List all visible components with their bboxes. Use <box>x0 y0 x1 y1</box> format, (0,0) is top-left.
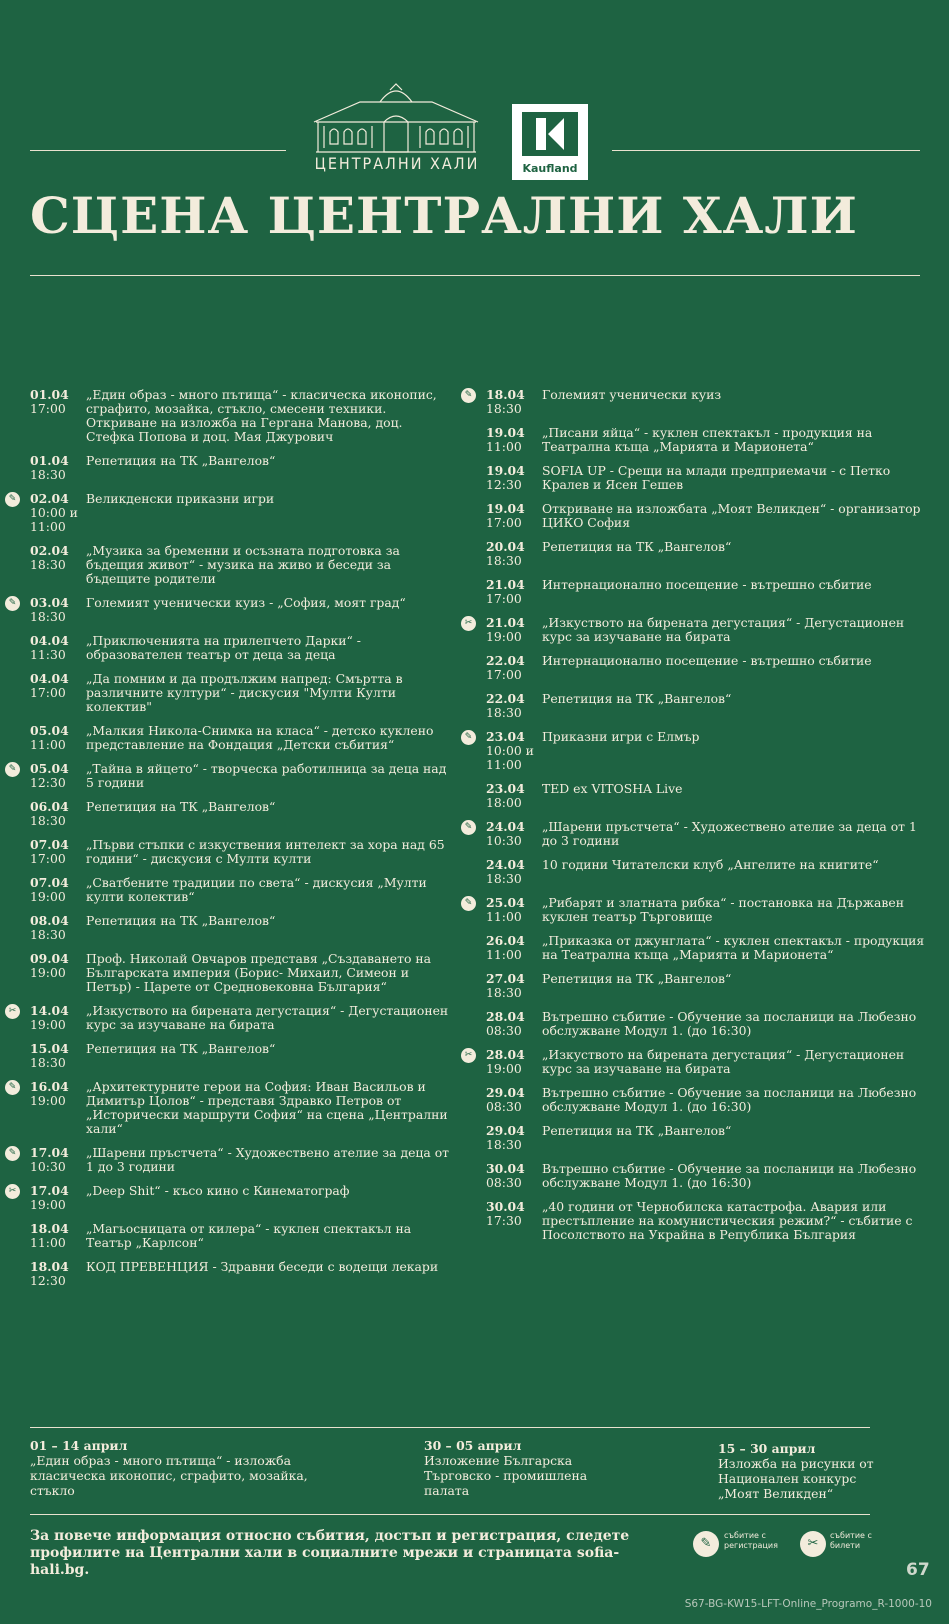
event-description: Репетиция на ТК „Вангелов“ <box>542 539 732 554</box>
title-rule <box>30 275 920 276</box>
event-time: 18:30 <box>486 705 522 720</box>
event-description: Интернационално посещение - вътрешно събитие <box>542 653 872 668</box>
document-code: S67-BG-KW15-LFT-Online_Programo_R-1000-10 <box>684 1598 932 1610</box>
event-time: 17:00 <box>486 515 522 530</box>
event-datetime <box>486 692 542 720</box>
event-description: „Приключенията на прилепчето Дарки“ - образователен театър от деца за деца <box>86 633 361 662</box>
exhibitions-rule-top <box>30 1427 870 1428</box>
event-datetime <box>486 578 542 606</box>
event-datetime <box>486 934 542 962</box>
event-time: 11:00 <box>486 909 522 924</box>
event-time: 08:30 <box>486 1099 522 1114</box>
event-date: 08.04 <box>30 913 69 928</box>
event-item <box>30 454 450 482</box>
event-date: 26.04 <box>486 933 525 948</box>
event-datetime <box>30 1260 86 1288</box>
event-description: 10 години Читателски клуб „Ангелите на книгите“ <box>542 857 879 872</box>
event-description: Репетиция на ТК „Вангелов“ <box>542 1123 732 1138</box>
event-description: Проф. Николай Овчаров представя „Създаването на Българската империя (Борис- Михаил, Симеон и Петър) - Царете от Средновековна България“ <box>86 951 431 994</box>
event-date: 14.04 <box>30 1003 69 1018</box>
event-datetime <box>486 1200 542 1242</box>
event-date: 01.04 <box>30 453 69 468</box>
event-time: 19:00 <box>30 965 66 980</box>
event-time: 10:30 <box>486 833 522 848</box>
event-datetime <box>30 876 86 904</box>
exhibition-desc: „Един образ - много пътища“ - изложба класическа иконопис, сграфито, мозайка, стъкло <box>30 1453 308 1498</box>
event-datetime <box>486 972 542 1000</box>
event-description: „Шарени пръстчета“ - Художествено ателие за деца от 1 до 3 години <box>542 819 917 848</box>
event-date: 20.04 <box>486 539 525 554</box>
event-date: 23.04 <box>486 781 525 796</box>
event-datetime <box>486 896 542 924</box>
event-time: 08:30 <box>486 1175 522 1190</box>
event-item <box>30 388 450 444</box>
event-date: 06.04 <box>30 799 69 814</box>
event-datetime <box>30 762 86 790</box>
event-description: Репетиция на ТК „Вангелов“ <box>542 691 732 706</box>
event-description: „Изкуството на бирената дегустация“ - Дегустационен курс за изучаване на бирата <box>542 1047 905 1076</box>
event-date: 29.04 <box>486 1123 525 1138</box>
event-description: Приказни игри с Елмър <box>542 729 700 744</box>
event-date: 01.04 <box>30 387 69 402</box>
event-time: 18:30 <box>486 1137 522 1152</box>
event-date: 02.04 <box>30 543 69 558</box>
event-item <box>486 692 926 720</box>
event-time: 17:00 <box>30 685 66 700</box>
event-description: „Писани яйца“ - куклен спектакъл - продукция на Театрална къща „Марията и Марионета“ <box>542 425 873 454</box>
event-time: 19:00 <box>30 889 66 904</box>
event-datetime <box>486 730 542 772</box>
event-date: 09.04 <box>30 951 69 966</box>
clipboard-icon: ✎ <box>5 1080 20 1095</box>
event-date: 04.04 <box>30 633 69 648</box>
ticket-icon: ✂ <box>461 616 476 631</box>
event-description: „Архитектурните герои на София: Иван Васильов и Димитър Цолов“ - представя Здравко Петров от „Исторически маршрути София“ на сцена „Централни хали“ <box>86 1079 448 1136</box>
event-item <box>8 1145 450 1174</box>
event-time: 17:00 <box>30 851 66 866</box>
event-item <box>486 934 926 962</box>
event-datetime <box>30 544 86 586</box>
event-time: 17:30 <box>486 1213 522 1228</box>
event-item <box>486 654 926 682</box>
event-datetime <box>486 540 542 568</box>
event-datetime <box>30 1080 86 1136</box>
event-date: 27.04 <box>486 971 525 986</box>
event-description: Репетиция на ТК „Вангелов“ <box>86 1041 276 1056</box>
event-description: Вътрешно събитие - Обучение за посланици на Любезно обслужване Модул 1. (до 16:30) <box>542 1009 917 1038</box>
event-time: 12:30 <box>30 775 66 790</box>
event-description: КОД ПРЕВЕНЦИЯ - Здравни беседи с водещи лекари <box>86 1259 439 1274</box>
event-date: 16.04 <box>30 1079 69 1094</box>
event-datetime <box>30 838 86 866</box>
event-item <box>486 1010 926 1038</box>
page-number: 67 <box>906 1560 930 1580</box>
event-time: 11:00 <box>486 439 522 454</box>
event-datetime <box>486 426 542 454</box>
event-description: „Тайна в яйцето“ - творческа работилница за деца над 5 години <box>86 761 447 790</box>
clipboard-icon: ✎ <box>5 762 20 777</box>
event-time: 18:00 <box>486 795 522 810</box>
event-date: 03.04 <box>30 595 69 610</box>
event-item <box>30 634 450 662</box>
event-time: 18:30 <box>486 871 522 886</box>
event-datetime <box>30 492 86 534</box>
event-item <box>30 838 450 866</box>
event-date: 24.04 <box>486 857 525 872</box>
event-date: 30.04 <box>486 1161 525 1176</box>
exhibition-title: 15 – 30 април <box>718 1441 816 1456</box>
clipboard-icon: ✎ <box>5 596 20 611</box>
event-datetime <box>30 952 86 994</box>
event-item <box>486 464 926 492</box>
event-datetime <box>30 634 86 662</box>
event-datetime <box>486 782 542 810</box>
clipboard-icon: ✎ <box>461 730 476 745</box>
event-description: „Изкуството на бирената дегустация“ - Дегустационен курс за изучаване на бирата <box>542 615 905 644</box>
event-date: 18.04 <box>30 1221 69 1236</box>
event-time: 18:30 <box>30 609 66 624</box>
event-time: 11:30 <box>30 647 66 662</box>
event-date: 24.04 <box>486 819 525 834</box>
event-item <box>486 858 926 886</box>
event-datetime <box>30 1004 86 1032</box>
page-title: СЦЕНА ЦЕНТРАЛНИ ХАЛИ <box>30 186 858 245</box>
event-time: 17:00 <box>486 667 522 682</box>
event-time: 19:00 <box>30 1197 66 1212</box>
event-description: Вътрешно събитие - Обучение за посланици на Любезно обслужване Модул 1. (до 16:30) <box>542 1161 917 1190</box>
event-description: Репетиция на ТК „Вангелов“ <box>86 799 276 814</box>
exhibition-1 <box>30 1438 330 1498</box>
event-date: 07.04 <box>30 837 69 852</box>
footer-info: За повече информация относно събития, достъп и регистрация, следете профилите на Централни хали в социалните мрежи и страницата sofia-hali.bg. <box>30 1528 630 1578</box>
event-date: 17.04 <box>30 1183 69 1198</box>
event-item <box>30 544 450 586</box>
event-item <box>486 1162 926 1190</box>
event-datetime <box>30 1222 86 1250</box>
event-item <box>486 426 926 454</box>
event-item <box>486 502 926 530</box>
event-datetime <box>486 1010 542 1038</box>
event-description: Великденски приказни игри <box>86 491 275 506</box>
ticket-icon: ✂ <box>5 1184 20 1199</box>
event-date: 28.04 <box>486 1047 525 1062</box>
event-item <box>464 387 926 416</box>
brand-name: ЦЕНТРАЛНИ ХАЛИ <box>314 154 480 173</box>
event-time: 11:00 <box>30 1235 66 1250</box>
kaufland-label: Kaufland <box>522 162 578 175</box>
clipboard-icon: ✎ <box>5 492 20 507</box>
event-date: 17.04 <box>30 1145 69 1160</box>
event-item <box>464 729 926 772</box>
exhibition-3 <box>718 1441 878 1501</box>
event-item <box>8 1079 450 1136</box>
event-date: 05.04 <box>30 723 69 738</box>
event-description: „40 години от Чернобилска катастрофа. Авария или престъпление на комунистическия режим?“ - събитие с Посолството на Украйна в Република България <box>542 1199 913 1242</box>
kaufland-k-icon <box>522 112 578 156</box>
legend-registration-label: събитие с регистрация <box>724 1531 778 1550</box>
event-datetime <box>30 672 86 714</box>
event-item <box>464 1047 926 1076</box>
clipboard-icon: ✎ <box>693 1531 719 1557</box>
event-time: 18:30 <box>30 1055 66 1070</box>
event-item <box>464 895 926 924</box>
event-datetime <box>30 914 86 942</box>
event-description: Вътрешно събитие - Обучение за посланици на Любезно обслужване Модул 1. (до 16:30) <box>542 1085 917 1114</box>
event-description: „Един образ - много пътища“ - класическа иконопис, сграфито, мозайка, стъкло, смесени техники. Откриване на изложба на Гергана Манова, доц. Стефка Попова и доц. Мая Джурович <box>86 387 437 444</box>
event-datetime <box>486 502 542 530</box>
event-description: Откриване на изложбата „Моят Великден“ - организатор ЦИКО София <box>542 501 921 530</box>
event-date: 19.04 <box>486 463 525 478</box>
event-item <box>8 595 450 624</box>
event-datetime <box>30 1184 86 1212</box>
event-datetime <box>30 454 86 482</box>
event-date: 18.04 <box>486 387 525 402</box>
event-description: „Рибарят и златната рибка“ - постановка на Държавен куклен театър Търговище <box>542 895 904 924</box>
event-description: Репетиция на ТК „Вангелов“ <box>86 453 276 468</box>
event-description: „Шарени пръстчета“ - Художествено ателие за деца от 1 до 3 години <box>86 1145 450 1174</box>
header-rule-right <box>612 150 920 151</box>
event-description: Големият ученически куиз <box>542 387 722 402</box>
event-item <box>30 876 450 904</box>
event-datetime <box>30 1042 86 1070</box>
clipboard-icon: ✎ <box>461 896 476 911</box>
event-date: 29.04 <box>486 1085 525 1100</box>
event-description: „Първи стъпки с изкуствения интелект за хора над 65 години“ - дискусия с Мулти култи <box>86 837 445 866</box>
event-date: 25.04 <box>486 895 525 910</box>
event-description: Репетиция на ТК „Вангелов“ <box>86 913 276 928</box>
event-item <box>486 578 926 606</box>
event-time: 12:30 <box>486 477 522 492</box>
ticket-icon: ✂ <box>800 1531 826 1557</box>
event-item <box>464 615 926 644</box>
event-description: „Малкия Никола-Снимка на класа“ - детско куклено представление на Фондация „Детски събития“ <box>86 723 434 752</box>
event-item <box>8 1183 450 1212</box>
event-time: 19:00 <box>30 1093 66 1108</box>
event-datetime <box>486 464 542 492</box>
exhibition-desc: Изложба на рисунки от Национален конкурс „Моят Великден“ <box>718 1456 874 1501</box>
event-date: 19.04 <box>486 425 525 440</box>
event-description: „Deep Shit“ - късо кино с Кинематограф <box>86 1183 350 1198</box>
event-datetime <box>486 388 542 416</box>
event-description: „Сватбените традиции по света“ - дискусия „Мулти култи колектив“ <box>86 875 427 904</box>
event-time: 18:30 <box>486 985 522 1000</box>
events-column-left <box>8 387 450 1298</box>
event-date: 21.04 <box>486 615 525 630</box>
event-time: 18:30 <box>30 467 66 482</box>
event-time: 17:00 <box>30 401 66 416</box>
clipboard-icon: ✎ <box>5 1146 20 1161</box>
event-description: SOFIA UP - Срещи на млади предприемачи - с Петко Кралев и Ясен Гешев <box>542 463 891 492</box>
event-time: 17:00 <box>486 591 522 606</box>
event-description: „Да помним и да продължим напред: Смъртта в различните култури“ - дискусия "Мулти Култи колектив" <box>86 671 403 714</box>
event-time: 10:00 и 11:00 <box>30 505 78 534</box>
event-time: 18:30 <box>486 553 522 568</box>
event-item <box>30 1222 450 1250</box>
event-description: Интернационално посещение - вътрешно събитие <box>542 577 872 592</box>
event-date: 07.04 <box>30 875 69 890</box>
event-time: 18:30 <box>30 927 66 942</box>
kaufland-logo <box>512 104 588 180</box>
event-description: „Магьосницата от килера“ - куклен спектакъл на Театър „Карлсон“ <box>86 1221 412 1250</box>
event-datetime <box>486 1048 542 1076</box>
event-description: Големият ученически куиз - „София, моят град“ <box>86 595 406 610</box>
exhibition-2 <box>424 1438 614 1498</box>
event-datetime <box>30 388 86 444</box>
ticket-icon: ✂ <box>5 1004 20 1019</box>
event-datetime <box>486 1162 542 1190</box>
exhibition-title: 01 – 14 април <box>30 1438 128 1453</box>
event-datetime <box>30 724 86 752</box>
event-item <box>486 972 926 1000</box>
event-datetime <box>486 1124 542 1152</box>
events-column-right <box>464 387 926 1252</box>
clipboard-icon: ✎ <box>461 820 476 835</box>
event-date: 18.04 <box>30 1259 69 1274</box>
event-date: 02.04 <box>30 491 69 506</box>
event-item <box>486 1200 926 1242</box>
event-item <box>30 672 450 714</box>
event-date: 23.04 <box>486 729 525 744</box>
event-time: 19:00 <box>30 1017 66 1032</box>
event-time: 11:00 <box>486 947 522 962</box>
event-date: 19.04 <box>486 501 525 516</box>
event-item <box>8 491 450 534</box>
event-description: TED ex VITOSHA Live <box>542 781 683 796</box>
event-datetime <box>486 858 542 886</box>
event-time: 12:30 <box>30 1273 66 1288</box>
event-item <box>486 1124 926 1152</box>
event-time: 18:30 <box>30 557 66 572</box>
legend-ticket-label: събитие с билети <box>830 1531 872 1550</box>
event-item <box>8 1003 450 1032</box>
event-item <box>30 914 450 942</box>
event-date: 22.04 <box>486 691 525 706</box>
event-time: 10:30 <box>30 1159 66 1174</box>
event-description: „Приказка от джунглата“ - куклен спектакъл - продукция на Театрална къща „Марията и Марионета“ <box>542 933 925 962</box>
event-item <box>486 540 926 568</box>
exhibition-desc: Изложение Българска Търговско - промишлена палата <box>424 1453 588 1498</box>
event-date: 30.04 <box>486 1199 525 1214</box>
event-item <box>30 1260 450 1288</box>
event-date: 15.04 <box>30 1041 69 1056</box>
event-item <box>30 800 450 828</box>
event-description: „Изкуството на бирената дегустация“ - Дегустационен курс за изучаване на бирата <box>86 1003 449 1032</box>
event-datetime <box>486 1086 542 1114</box>
event-time: 11:00 <box>30 737 66 752</box>
event-description: „Музика за бременни и осъзната подготовка за бъдещия живот“ - музика на живо и беседи за бъдещите родители <box>86 543 400 586</box>
header-rule-left <box>30 150 286 151</box>
event-time: 19:00 <box>486 1061 522 1076</box>
event-datetime <box>486 654 542 682</box>
event-time: 18:30 <box>486 401 522 416</box>
event-item <box>8 761 450 790</box>
event-item <box>464 819 926 848</box>
event-datetime <box>30 596 86 624</box>
event-time: 19:00 <box>486 629 522 644</box>
event-datetime <box>486 820 542 848</box>
event-item <box>486 1086 926 1114</box>
event-description: Репетиция на ТК „Вангелов“ <box>542 971 732 986</box>
event-time: 10:00 и 11:00 <box>486 743 534 772</box>
event-item <box>30 952 450 994</box>
event-datetime <box>486 616 542 644</box>
event-item <box>30 724 450 752</box>
event-date: 28.04 <box>486 1009 525 1024</box>
exhibitions-rule-bottom <box>30 1514 870 1515</box>
event-datetime <box>30 1146 86 1174</box>
event-time: 08:30 <box>486 1023 522 1038</box>
event-item <box>30 1042 450 1070</box>
ticket-icon: ✂ <box>461 1048 476 1063</box>
exhibition-title: 30 – 05 април <box>424 1438 522 1453</box>
event-date: 05.04 <box>30 761 69 776</box>
event-datetime <box>30 800 86 828</box>
event-date: 04.04 <box>30 671 69 686</box>
clipboard-icon: ✎ <box>461 388 476 403</box>
event-date: 22.04 <box>486 653 525 668</box>
event-time: 18:30 <box>30 813 66 828</box>
event-item <box>486 782 926 810</box>
event-date: 21.04 <box>486 577 525 592</box>
